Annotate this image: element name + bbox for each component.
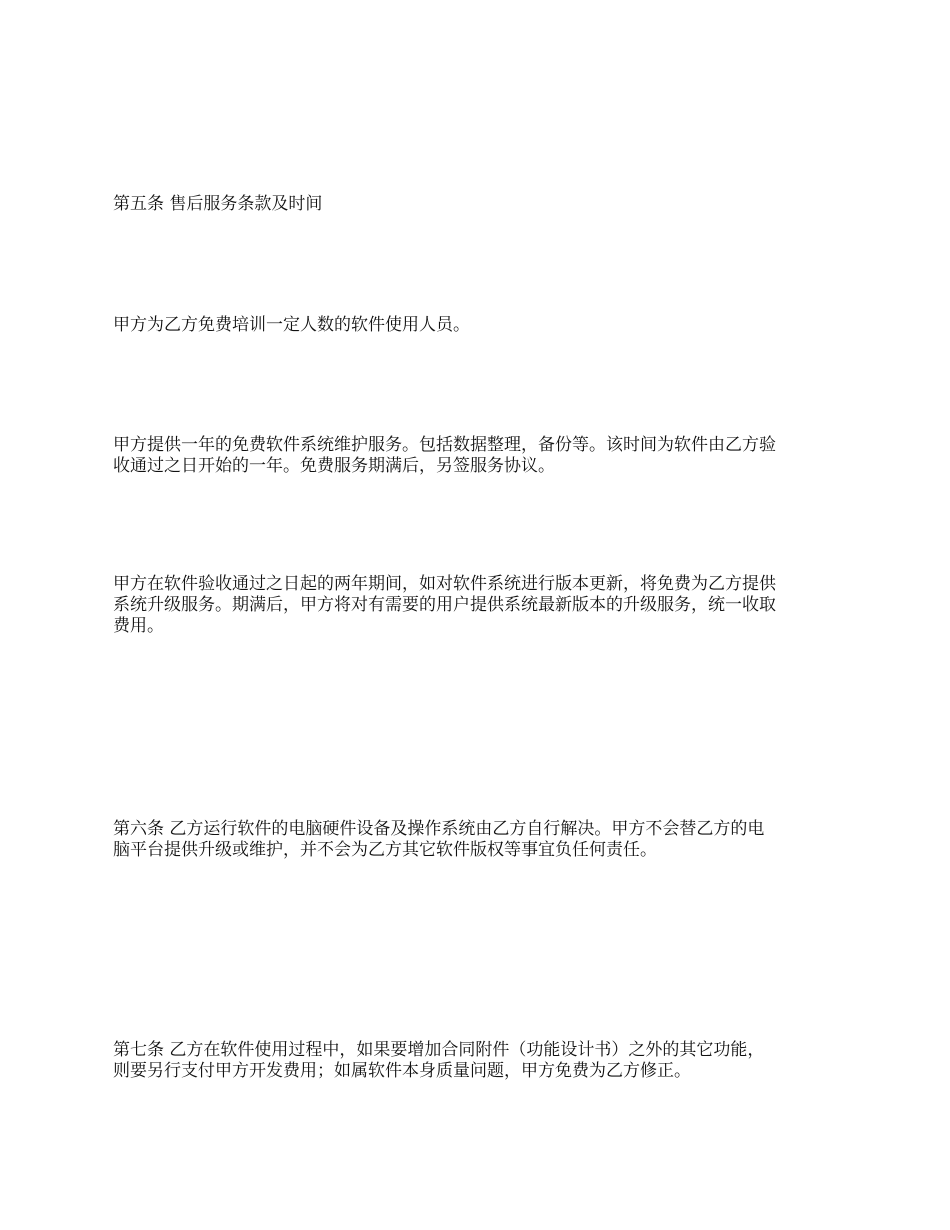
maintenance-line-2: 收通过之日开始的一年。免费服务期满后，另签服务协议。 [113, 456, 555, 476]
article6-paragraph [113, 819, 843, 861]
upgrade-line-1: 甲方在软件验收通过之日起的两年期间，如对软件系统进行版本更新，将免费为乙方提供 [113, 574, 776, 594]
maintenance-paragraph [113, 435, 843, 477]
article6-line-2: 脑平台提供升级或维护，并不会为乙方其它软件版权等事宜负任何责任。 [113, 840, 657, 860]
upgrade-line-3: 费用。 [113, 616, 164, 636]
article7-line-1: 第七条 乙方在软件使用过程中，如果要增加合同附件（功能设计书）之外的其它功能， [113, 1040, 765, 1060]
training-line-1: 甲方为乙方免费培训一定人数的软件使用人员。 [113, 315, 470, 335]
maintenance-line-1: 甲方提供一年的免费软件系统维护服务。包括数据整理，备份等。该时间为软件由乙方验 [113, 435, 776, 455]
upgrade-line-2: 系统升级服务。期满后，甲方将对有需要的用户提供系统最新版本的升级服务，统一收取 [113, 595, 776, 615]
article7-paragraph [113, 1040, 843, 1082]
article5-heading [113, 194, 843, 215]
article7-line-2: 则要另行支付甲方开发费用；如属软件本身质量问题，甲方免费为乙方修正。 [113, 1061, 691, 1081]
article5-heading-text: 第五条 售后服务条款及时间 [113, 194, 323, 214]
training-paragraph [113, 315, 843, 336]
upgrade-paragraph [113, 574, 843, 637]
article6-line-1: 第六条 乙方运行软件的电脑硬件设备及操作系统由乙方自行解决。甲方不会替乙方的电 [113, 819, 765, 839]
